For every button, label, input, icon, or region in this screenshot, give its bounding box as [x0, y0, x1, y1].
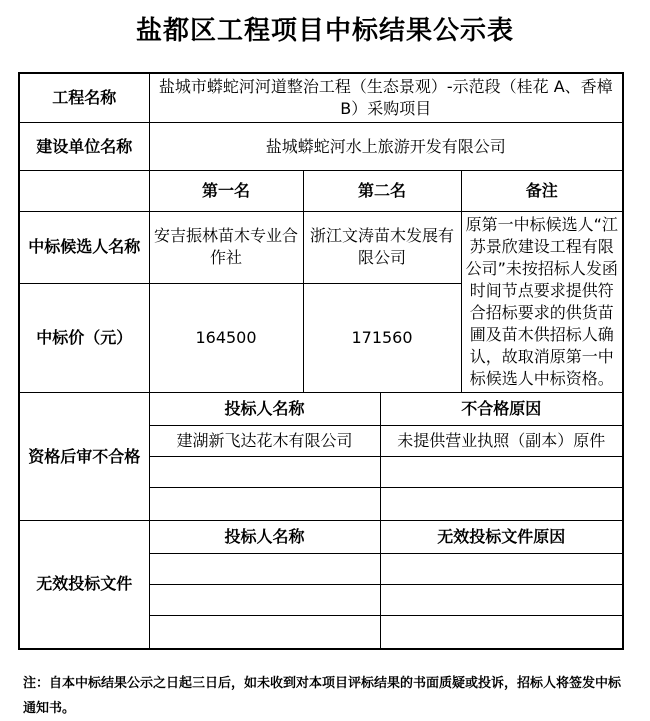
invalid-empty-bidder-cell: [149, 585, 380, 616]
postqual-empty-reason-cell: [380, 488, 623, 521]
project-name-value: 盐城市蟒蛇河河道整治工程（生态景观）-示范段（桂花 A、香樟 B）采购项目: [149, 73, 623, 123]
postqual-reason-header: 不合格原因: [380, 393, 623, 426]
invalid-empty-reason-cell: [380, 554, 623, 585]
invalid-empty-bidder-cell: [149, 554, 380, 585]
invalid-header-row: [19, 521, 623, 554]
postqual-reason-value: 未提供营业执照（副本）原件: [380, 426, 623, 457]
project-name-label: 工程名称: [19, 73, 149, 123]
remark-value: 原第一中标候选人“江苏景欣建设工程有限公司”未按招标人发函时间节点要求提供符合招标要求的供货苗圃及苗木供招标人确认，故取消原第一中标候选人中标资格。: [461, 212, 623, 393]
postqual-header-row: [19, 393, 623, 426]
candidate-label: 中标候选人名称: [19, 212, 149, 284]
ranking-spacer-cell: [19, 171, 149, 212]
postqual-empty-bidder-cell: [149, 488, 380, 521]
invalid-bidder-header: 投标人名称: [149, 521, 380, 554]
invalid-label: 无效投标文件: [19, 521, 149, 649]
postqual-empty-bidder-cell: [149, 457, 380, 488]
rank-second-header: 第二名: [303, 171, 461, 212]
footer-note: 注：自本中标结果公示之日起三日后，如未收到对本项目评标结果的书面质疑或投诉，招标人将签发中标通知书。: [23, 675, 622, 716]
bid-results-table: [18, 72, 624, 650]
owner-label: 建设单位名称: [19, 123, 149, 171]
invalid-reason-header: 无效投标文件原因: [380, 521, 623, 554]
invalid-empty-bidder-cell: [149, 616, 380, 649]
price-first-value: 164500: [149, 283, 303, 392]
project-name-row: [19, 73, 623, 123]
invalid-empty-reason-cell: [380, 616, 623, 649]
ranking-header-row: [19, 171, 623, 212]
invalid-empty-reason-cell: [380, 585, 623, 616]
candidate-second-value: 浙江文涛苗木发展有限公司: [303, 212, 461, 284]
owner-row: [19, 123, 623, 171]
candidate-first-value: 安吉振林苗木专业合作社: [149, 212, 303, 284]
rank-first-header: 第一名: [149, 171, 303, 212]
postqual-label: 资格后审不合格: [19, 393, 149, 521]
postqual-bidder-value: 建湖新飞达花木有限公司: [149, 426, 380, 457]
price-second-value: 171560: [303, 283, 461, 392]
price-label: 中标价（元）: [19, 283, 149, 392]
postqual-empty-reason-cell: [380, 457, 623, 488]
owner-value: 盐城蟒蛇河水上旅游开发有限公司: [149, 123, 623, 171]
candidate-row: [19, 212, 623, 284]
postqual-bidder-header: 投标人名称: [149, 393, 380, 426]
remark-header: 备注: [461, 171, 623, 212]
page-title: 盐都区工程项目中标结果公示表: [135, 16, 514, 46]
